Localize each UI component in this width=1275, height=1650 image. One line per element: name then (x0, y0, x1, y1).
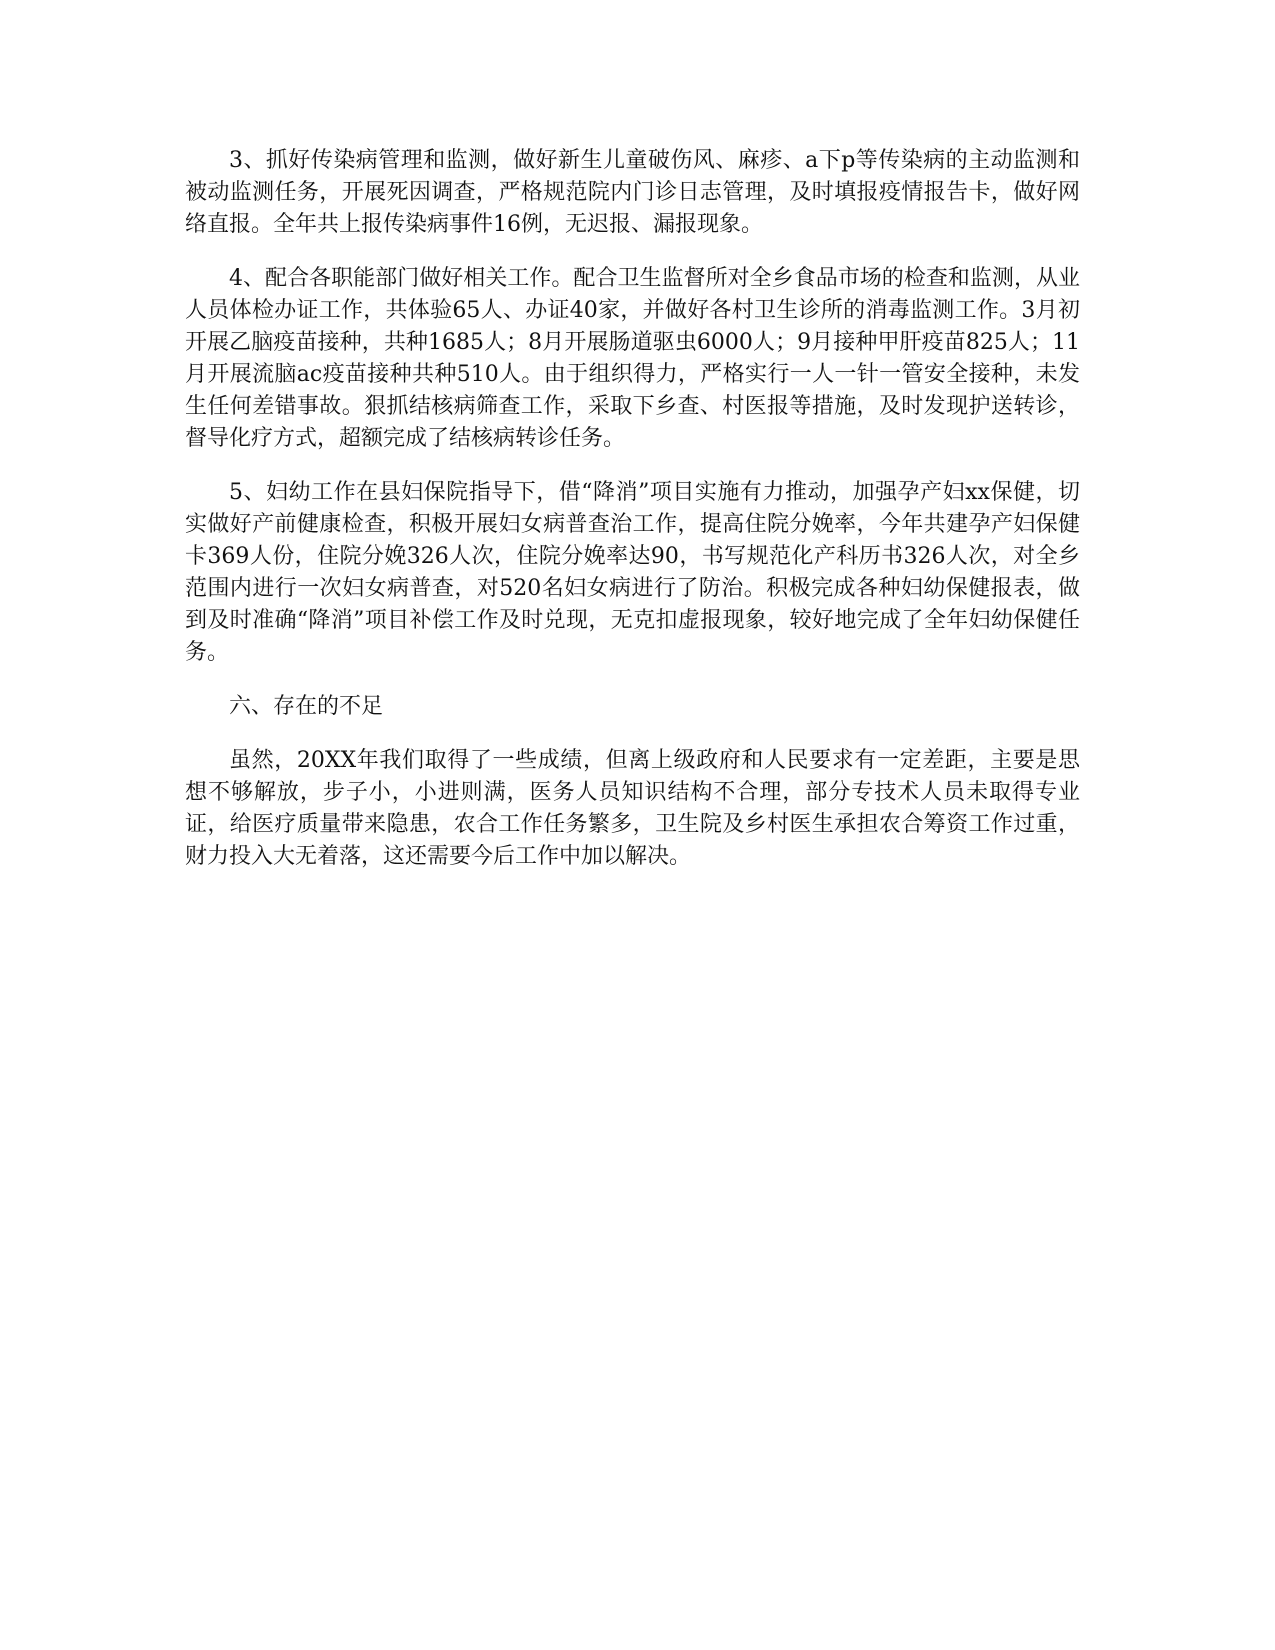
paragraph-shortcomings: 虽然，20XX年我们取得了一些成绩，但离上级政府和人民要求有一定差距，主要是思想不够解放，步子小，小进则满，医务人员知识结构不合理，部分专技术人员未取得专业证，给医疗质量带来隐患，农合工作任务繁多，卫生院及乡村医生承担农合筹资工作过重，财力投入大无着落，这还需要今后工作中加以解决。 (185, 748, 1080, 869)
paragraph-infectious-disease: 3、抓好传染病管理和监测，做好新生儿童破伤风、麻疹、a下p等传染病的主动监测和被动监测任务，开展死因调查，严格规范院内门诊日志管理，及时填报疫情报告卡，做好网络直报。全年共上报传染病事件16例，无迟报、漏报现象。 (185, 148, 1080, 237)
paragraph-coordination-work: 4、配合各职能部门做好相关工作。配合卫生监督所对全乡食品市场的检查和监测，从业人员体检办证工作，共体验65人、办证40家，并做好各村卫生诊所的消毒监测工作。3月初开展乙脑疫苗接种，共种1685人；8月开展肠道驱虫6000人；9月接种甲肝疫苗825人；11月开展流脑ac疫苗接种共种510人。由于组织得力，严格实行一人一针一管安全接种，未发生任何差错事故。狠抓结核病筛查工作，采取下乡查、村医报等措施，及时发现护送转诊，督导化疗方式，超额完成了结核病转诊任务。 (185, 266, 1080, 451)
section-heading-shortcomings: 六、存在的不足 (229, 694, 384, 719)
paragraph-maternal-child-health: 5、妇幼工作在县妇保院指导下，借“降消”项目实施有力推动，加强孕产妇xx保健，切实做好产前健康检查，积极开展妇女病普查治工作，提高住院分娩率，今年共建孕产妇保健卡369人份，住院分娩326人次，住院分娩率达90，书写规范化产科历书326人次，对全乡范围内进行一次妇女病普查，对520名妇女病进行了防治。积极完成各种妇幼保健报表，做到及时准确“降消”项目补偿工作及时兑现，无克扣虚报现象，较好地完成了全年妇幼保健任务。 (185, 480, 1080, 665)
document-page (185, 145, 1080, 895)
